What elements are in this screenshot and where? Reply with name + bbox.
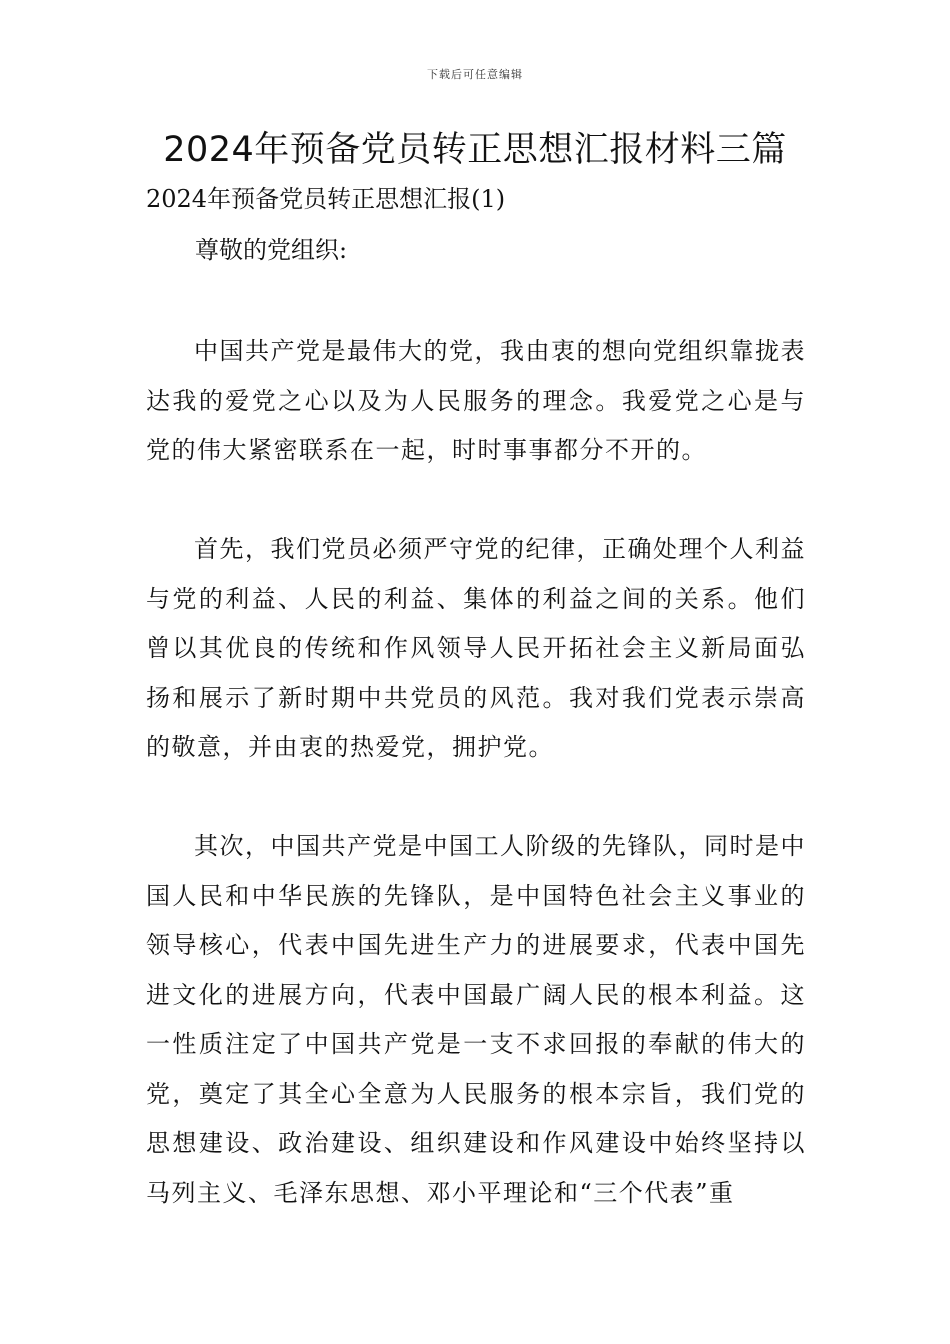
header-note: 下载后可任意编辑 (427, 68, 523, 81)
salutation: 尊敬的党组织: (195, 236, 348, 264)
document-title: 2024年预备党员转正思想汇报材料三篇 (163, 130, 787, 170)
body-paragraph: 其次，中国共产党是中国工人阶级的先锋队，同时是中国人民和中华民族的先锋队，是中国特色社会主义事业的领导核心，代表中国先进生产力的进展要求，代表中国先进文化的进展方向，代表中国最广阔人民的根本利益。这一性质注定了中国共产党是一支不求回报的奉献的伟大的党，奠定了其全心全意为人民服务的根本宗旨，我们党的思想建设、政治建设、组织建设和作风建设中始终坚持以马列主义、毛泽东思想、邓小平理论和“三个代表”重 (146, 832, 806, 1207)
body-paragraph: 首先，我们党员必须严守党的纪律，正确处理个人利益与党的利益、人民的利益、集体的利益之间的关系。他们曾以其优良的传统和作风领导人民开拓社会主义新局面弘扬和展示了新时期中共党员的风范。我对我们党表示崇高的敬意，并由衷的热爱党，拥护党。 (146, 535, 806, 761)
body-paragraph: 中国共产党是最伟大的党，我由衷的想向党组织靠拢表达我的爱党之心以及为人民服务的理念。我爱党之心是与党的伟大紧密联系在一起，时时事事都分不开的。 (146, 337, 806, 464)
section-subtitle: 2024年预备党员转正思想汇报(1) (146, 185, 506, 213)
